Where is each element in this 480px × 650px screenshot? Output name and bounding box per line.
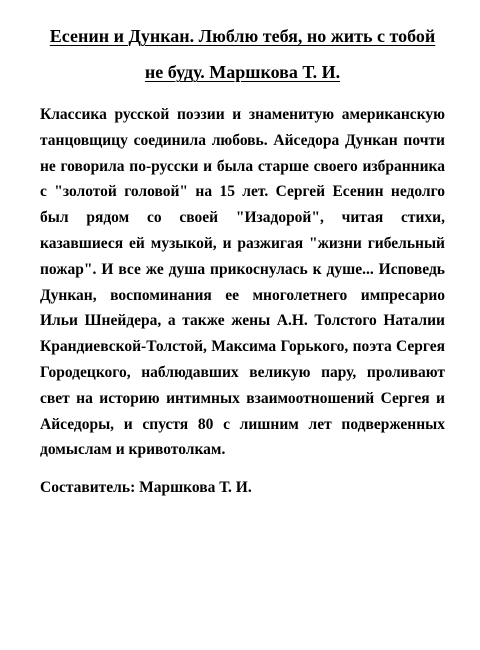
document-page xyxy=(40,18,445,501)
document-author: Составитель: Маршкова Т. И. xyxy=(40,479,252,497)
document-body: Классика русской поэзии и знаменитую американскую танцовщицу соединила любовь. Айседора Дункан почти не говорила по-русски и была старше своего избранника с "золотой головой" на 15 лет. Сергей Есенин недолго был рядом со своей "Изадорой", читая стихи, казавшиеся ей музыкой, и разжигая "жизни гибельный пожар". И все же душа прикоснулась к душе... Исповедь Дункан, воспоминания ее многолетнего импресарио Ильи Шнейдера, а также жены А.Н. Толстого Наталии Крандиевской-Толстой, Максима Горького, поэта Сергея Городецкого, наблюдавших великую пару, проливают свет на историю интимных взаимоотношений Сергея и Айседоры, и спустя 80 с лишним лет подверженных домыслам и кривотолкам. xyxy=(40,106,445,459)
document-title: Есенин и Дункан. Люблю тебя, но жить с тобой не буду. Маршкова Т. И. xyxy=(49,26,436,82)
